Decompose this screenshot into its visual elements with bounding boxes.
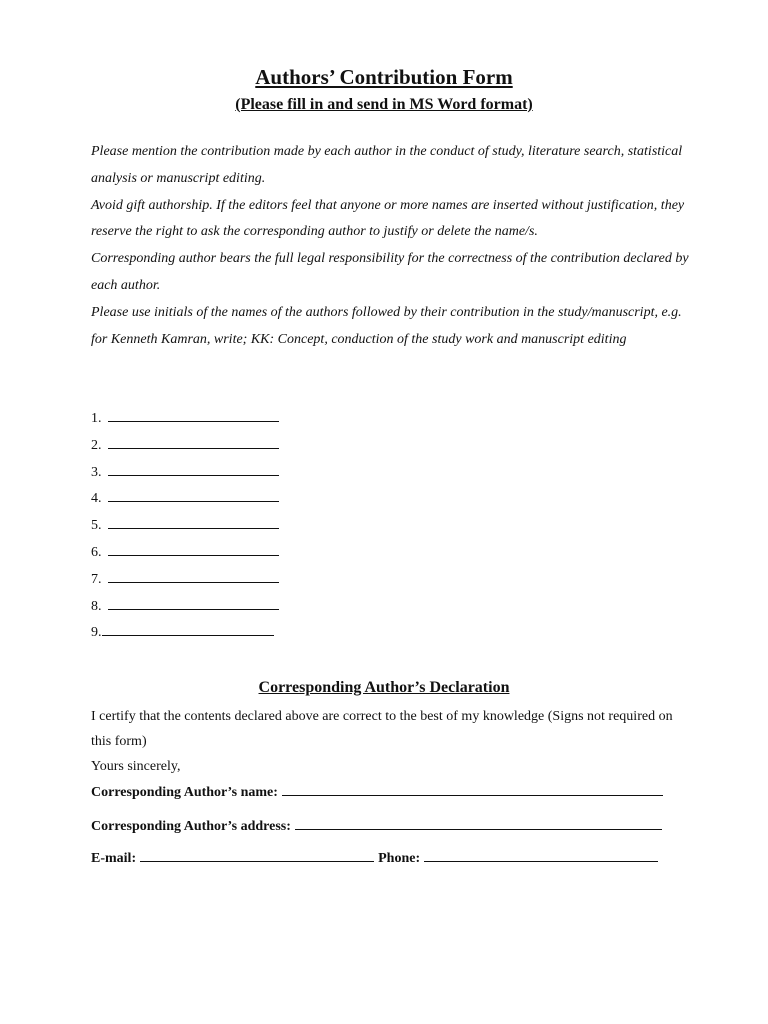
email-label: E-mail: — [91, 851, 137, 866]
entry-number: 9. — [91, 625, 102, 641]
entry-number: 6. — [91, 544, 105, 560]
author-address-row — [91, 815, 662, 837]
entry-number: 2. — [91, 437, 105, 453]
entry-blank-line[interactable] — [108, 540, 279, 556]
declaration-text — [91, 704, 681, 779]
form-title: Authors’ Contribution Form — [255, 65, 513, 89]
entry-number: 8. — [91, 598, 105, 614]
entry-blank-line[interactable] — [108, 433, 279, 449]
contribution-entry — [91, 594, 391, 621]
entry-blank-line[interactable] — [108, 486, 279, 502]
instruction-initials: Please use initials of the names of the authors followed by their contribution in the study/manuscript, e.g. for Kenneth Kamran, write; KK: Concept, conduction of the study work and manuscript editing — [91, 304, 682, 347]
entry-number: 3. — [91, 464, 105, 480]
email-blank[interactable] — [140, 847, 374, 862]
entry-number: 5. — [91, 518, 105, 534]
instructions-block — [91, 139, 691, 353]
entry-number: 4. — [91, 491, 105, 507]
contribution-entry — [91, 620, 391, 647]
instruction-gift-authorship: Avoid gift authorship. If the editors feel that anyone or more names are inserted without justification, they reserve the right to ask the corresponding author to justify or delete the name/s. — [91, 197, 685, 240]
declaration-heading: Corresponding Author’s Declaration — [258, 679, 510, 696]
instruction-contribution: Please mention the contribution made by each author in the conduct of study, literature search, statistical analysis or manuscript editing. — [91, 144, 683, 186]
contribution-entry — [91, 486, 391, 513]
phone-label: Phone: — [378, 851, 421, 866]
entry-blank-line[interactable] — [108, 594, 279, 610]
contribution-entry — [91, 513, 391, 540]
entry-blank-line[interactable] — [102, 620, 274, 636]
entry-blank-line[interactable] — [108, 460, 279, 476]
phone-blank[interactable] — [424, 847, 658, 862]
entry-blank-line[interactable] — [108, 406, 279, 422]
form-subtitle: (Please fill in and send in MS Word format) — [235, 96, 533, 113]
author-name-blank[interactable] — [282, 781, 663, 796]
entry-number: 1. — [91, 411, 105, 426]
contribution-entry — [91, 460, 391, 487]
certify-statement: I certify that the contents declared above are correct to the best of my knowledge (Signs not required on this form) — [91, 709, 673, 749]
contribution-entry — [91, 406, 391, 433]
closing-salutation: Yours sincerely, — [91, 759, 181, 774]
contact-row — [91, 847, 658, 869]
contribution-entries — [91, 406, 391, 647]
author-name-row — [91, 781, 663, 803]
author-address-label: Corresponding Author’s address: — [91, 819, 291, 834]
author-name-label: Corresponding Author’s name: — [91, 785, 278, 800]
contribution-entry — [91, 540, 391, 567]
author-address-blank[interactable] — [295, 815, 662, 830]
contribution-entry — [91, 433, 391, 460]
instruction-legal-responsibility: Corresponding author bears the full legal responsibility for the correctness of the contribution declared by each author. — [91, 251, 689, 293]
entry-blank-line[interactable] — [108, 567, 279, 583]
entry-number: 7. — [91, 571, 105, 587]
contribution-entry — [91, 567, 391, 594]
entry-blank-line[interactable] — [108, 513, 279, 529]
